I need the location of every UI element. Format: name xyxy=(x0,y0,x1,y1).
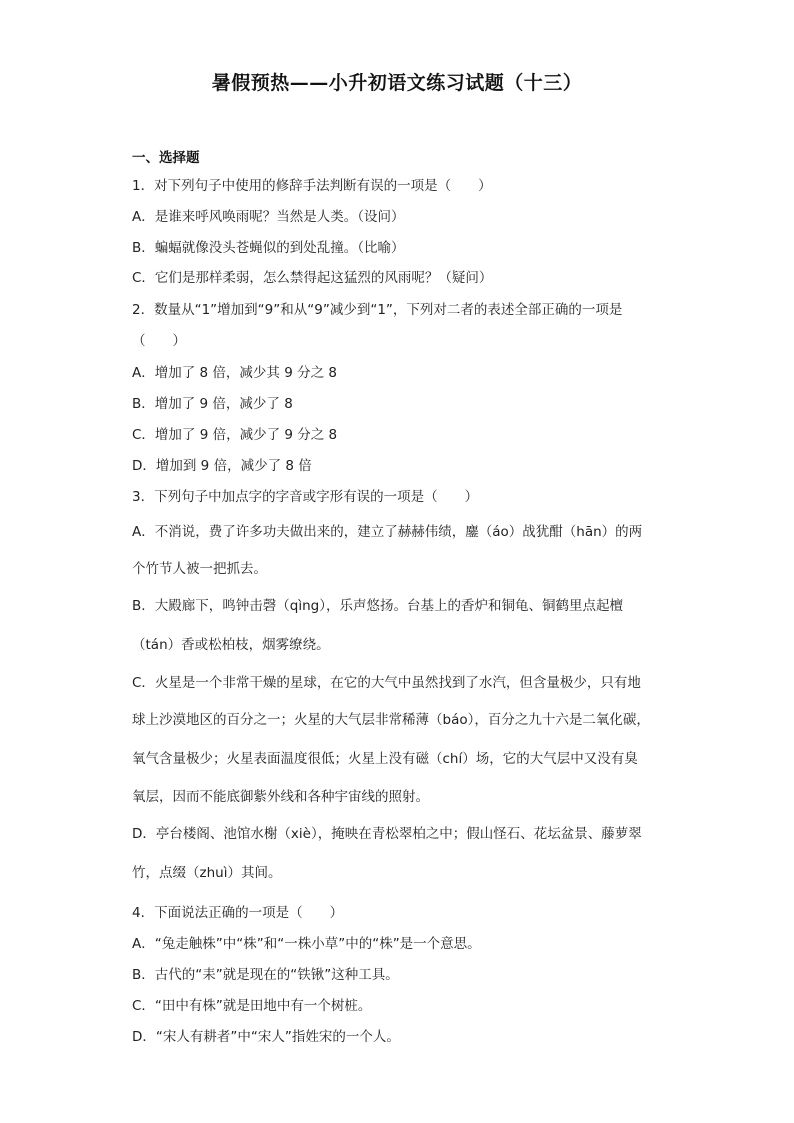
question-4-option-a: A．“兔走触株”中“株”和“一株小草”中的“株”是一个意思。 xyxy=(132,936,481,952)
question-1-stem: 1．对下列句子中使用的修辞手法判断有误的一项是（ ） xyxy=(132,178,492,194)
question-3-option-b-line1: B．大殿廊下，鸣钟击磬（qìng），乐声悠扬。台基上的香炉和铜龟、铜鹤里点起檀 xyxy=(132,598,623,614)
question-4-option-b: B．古代的“耒”就是现在的“铁锹”这种工具。 xyxy=(132,967,399,983)
question-3-stem: 3．下列句子中加点字的字音或字形有误的一项是（ ） xyxy=(132,489,479,505)
question-2-option-c: C．增加了 9 倍，减少了 9 分之 8 xyxy=(132,427,338,443)
question-4-stem: 4．下面说法正确的一项是（ ） xyxy=(132,905,344,921)
question-3-option-d-line2: 竹，点缀（zhuì）其间。 xyxy=(132,865,282,881)
question-4-option-d: D．“宋人有耕者”中“宋人”指姓宋的一个人。 xyxy=(132,1029,400,1045)
question-3-option-c-line2: 球上沙漠地区的百分之一；火星的大气层非常稀薄（báo），百分之九十六是二氧化碳， xyxy=(132,712,650,728)
question-3-option-a-line1: A．不消说，费了许多功夫做出来的，建立了赫赫伟绩，鏖（áo）战犹酣（hān）的两 xyxy=(132,524,643,540)
question-1-option-c: C．它们是那样柔弱，怎么禁得起这猛烈的风雨呢？（疑问） xyxy=(132,270,493,286)
question-1-option-a: A．是谁来呼风唤雨呢？当然是人类。（设问） xyxy=(132,209,405,225)
question-2-option-a: A．增加了 8 倍，减少其 9 分之 8 xyxy=(132,365,337,381)
question-2-option-b: B．增加了 9 倍，减少了 8 xyxy=(132,396,293,412)
question-2-stem: 2．数量从“1”增加到“9”和从“9”减少到“1”，下列对二者的表述全部正确的一项是 xyxy=(132,302,623,318)
section-heading: 一、选择题 xyxy=(132,150,200,166)
question-3-option-d-line1: D．亭台楼阁、池馆水榭（xiè），掩映在青松翠柏之中；假山怪石、花坛盆景、藤萝翠 xyxy=(132,826,642,842)
question-4-option-c: C．“田中有株”就是田地中有一个树桩。 xyxy=(132,998,372,1014)
question-2-option-d: D．增加到 9 倍，减少了 8 倍 xyxy=(132,458,312,474)
question-3-option-b-line2: （tán）香或松柏枝，烟雾缭绕。 xyxy=(132,637,330,653)
question-3-option-c-line3: 氧气含量极少；火星表面温度很低；火星上没有磁（chí）场，它的大气层中又没有臭 xyxy=(132,751,638,767)
question-2-stem-cont: （ ） xyxy=(132,333,186,349)
question-3-option-c-line1: C．火星是一个非常干燥的星球，在它的大气中虽然找到了水汽，但含量极少，只有地 xyxy=(132,675,641,691)
page-title: 暑假预热——小升初语文练习试题（十三） xyxy=(211,72,583,94)
question-1-option-b: B．蝙蝠就像没头苍蝇似的到处乱撞。（比喻） xyxy=(132,240,405,256)
question-3-option-a-line2: 个竹节人被一把抓去。 xyxy=(132,561,267,577)
question-3-option-c-line4: 氧层，因而不能底御紫外线和各种宇宙线的照射。 xyxy=(132,789,429,805)
